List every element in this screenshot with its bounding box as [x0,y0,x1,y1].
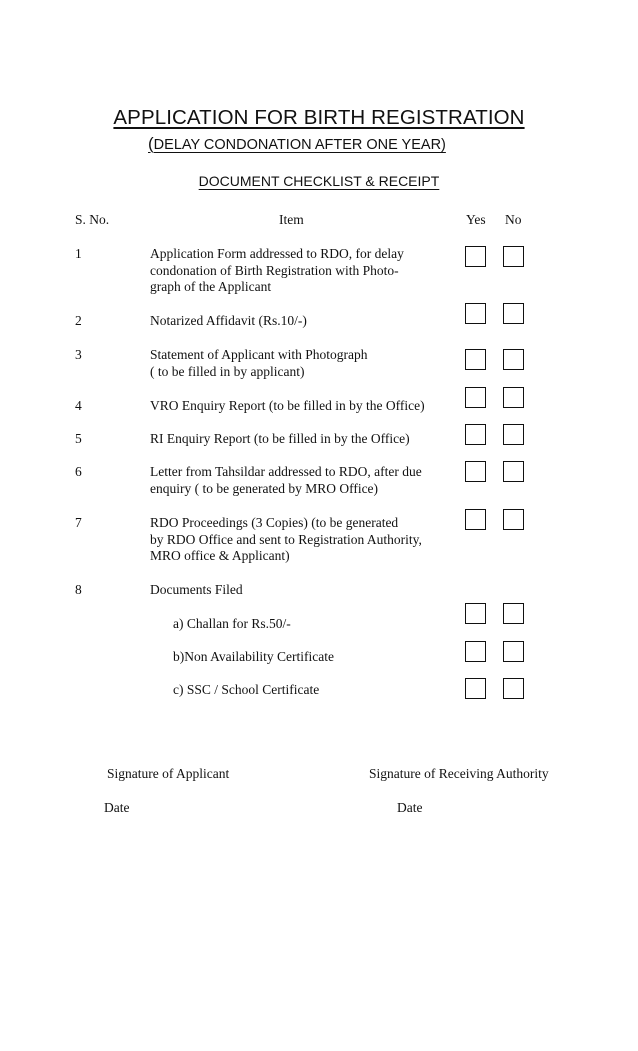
item-4-description [150,398,425,415]
item-1-no-checkbox[interactable] [503,246,524,267]
checklist-heading [0,173,638,189]
item-7-no-checkbox[interactable] [503,509,524,530]
sub-item-non-availability: b)Non Availability Certificate [173,649,334,664]
document-title: APPLICATION FOR BIRTH REGISTRATION [113,106,525,129]
challan-no-checkbox[interactable] [503,603,524,624]
item-7-number: 7 [75,515,82,530]
description-line: condonation of Birth Registration with Photo- [150,262,399,278]
signature-applicant-label: Signature of Applicant [107,766,230,781]
item-1-number: 1 [75,246,82,261]
challan-yes-checkbox[interactable] [465,603,486,624]
non-availability-no-checkbox[interactable] [503,641,524,662]
item-2-no-checkbox[interactable] [503,303,524,324]
item-6-number: 6 [75,464,82,479]
subtitle-paren: ( [148,134,154,153]
item-8-number: 8 [75,582,82,597]
school-certificate-no-checkbox[interactable] [503,678,524,699]
description-line: Notarized Affidavit (Rs.10/-) [150,313,307,328]
document-subtitle [148,134,446,154]
description-line: Statement of Applicant with Photograph [150,347,368,362]
checklist-heading-text: DOCUMENT CHECKLIST & RECEIPT [198,173,440,189]
item-6-no-checkbox[interactable] [503,461,524,482]
item-2-yes-checkbox[interactable] [465,303,486,324]
column-header-yes: Yes [466,212,486,227]
description-line: MRO office & Applicant) [150,548,290,563]
item-1-yes-checkbox[interactable] [465,246,486,267]
column-header-item: Item [279,212,304,227]
description-line: Letter from Tahsildar addressed to RDO, after due [150,464,422,479]
item-3-yes-checkbox[interactable] [465,349,486,370]
item-5-yes-checkbox[interactable] [465,424,486,445]
item-5-description [150,431,410,448]
item-4-number: 4 [75,398,82,413]
item-8-description [150,582,243,599]
description-line: Documents Filed [150,582,243,597]
date-right-label: Date [397,800,423,815]
signature-authority-label: Signature of Receiving Authority [369,766,549,781]
item-5-number: 5 [75,431,82,446]
item-2-number: 2 [75,313,82,328]
sub-item-school-certificate: c) SSC / School Certificate [173,682,320,697]
item-1-description [150,246,404,296]
description-line: RDO Proceedings (3 Copies) (to be generated [150,515,399,530]
item-7-description [150,515,422,565]
item-3-description [150,347,367,380]
description-line: by RDO Office and sent to Registration Authority, [150,531,422,547]
item-2-description [150,313,307,330]
item-6-description [150,464,422,497]
description-line: RI Enquiry Report (to be filled in by the Office) [150,431,410,446]
non-availability-yes-checkbox[interactable] [465,641,486,662]
description-line: ( to be filled in by applicant) [150,363,305,379]
description-line: Application Form addressed to RDO, for delay [150,246,404,261]
item-5-no-checkbox[interactable] [503,424,524,445]
item-3-no-checkbox[interactable] [503,349,524,370]
description-line: graph of the Applicant [150,279,272,294]
item-4-yes-checkbox[interactable] [465,387,486,408]
subtitle-text: DELAY CONDONATION AFTER ONE YEAR) [153,137,446,153]
column-header-sno: S. No. [75,212,110,227]
description-line: enquiry ( to be generated by MRO Office) [150,480,379,496]
column-header-no: No [505,212,522,227]
sub-item-challan: a) Challan for Rs.50/- [173,616,291,631]
item-6-yes-checkbox[interactable] [465,461,486,482]
item-3-number: 3 [75,347,82,362]
school-certificate-yes-checkbox[interactable] [465,678,486,699]
item-4-no-checkbox[interactable] [503,387,524,408]
date-left-label: Date [104,800,130,815]
item-7-yes-checkbox[interactable] [465,509,486,530]
description-line: VRO Enquiry Report (to be filled in by the Office) [150,398,425,413]
